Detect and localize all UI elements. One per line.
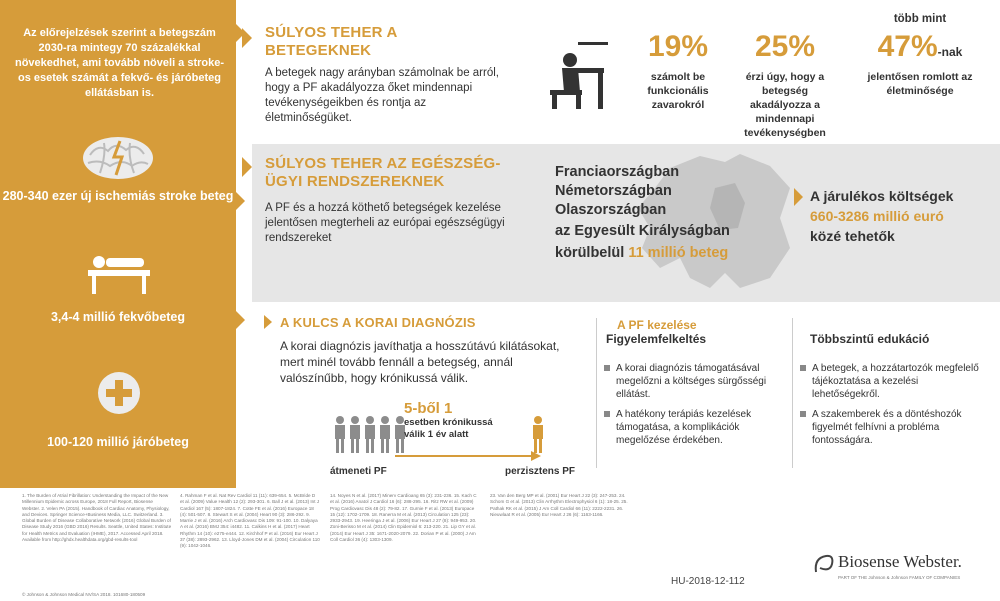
sidebar-intro: Az előrejelzések szerint a betegszám 2030-ra mintegy 70 százalékkal növekedhet, ami tovább növeli a stroke-os esetek számát a fekvő- és járóbeteg ellátásban is. (14, 27, 225, 99)
ratio-value: 5-ből 1 (404, 400, 453, 417)
brain-icon (80, 135, 156, 181)
person-at-desk-icon (548, 40, 616, 112)
stat-caption: jelentősen romlott az életminősége (867, 71, 973, 97)
stat-caption: számolt be funkcionális zavarokról (647, 71, 709, 111)
cost-value: 660-3286 millió euró (810, 208, 944, 224)
cost-suffix: közé tehetők (810, 228, 895, 244)
section4-title: A PF kezelése (617, 318, 697, 332)
references-col2: 4. Rahman F et al. Nat Rev Cardiol 11 (11): 639-654. 5. McBride D et al. (2009) Value Health 12 (2): 293-301. 6. Ball J et al. (2013) Int J Cardiol 167 (5): 1807-1824. 7. Cotte FE et al. (2016) Europace 18 (4): 501-507. 8. Stewart S et al. (2004) Heart 90 (3): 286-292. 9. Marrie J et al. (2016) Arch Cardiovasc Dis 109: 91-100. 10. Dalyaya A et al. (2016) BMJ 354: i4482. 11. Calkins H et al. (2017) Heart Rhythm 14 (10): e275-e444. 12. Kirchhof P et al. (2016) Eur Heart J 37 (38): 2893-2962. 13. Lloyd-Jones DM et al. (2004) Circulation 110 (9): 1042-1046. (180, 493, 320, 549)
section-marker (242, 157, 252, 177)
country: Franciaországban (555, 164, 680, 180)
references-col3: 14. Noyes N et al. (2017) Minerv Cardioang 65 (3): 231-236. 15. Kach C et al. (2016) Anatol J Cardiol 16 (6): 288-295. 16. Ritz RW et al. (2009) Prog Cardiovasc Dis 48 (2): 79-82. 17. Gurnie F et al. (2013) Europace 15 (12): 1702-1709. 18. Ranerra M et al. (2013) Circulation 125 (23): 2933-2943. 19. Heeringa J et al. (2006) Eur Heart J 27 (8): 949-953. 20. Zoni-Berisso M et al. (2014) Clin Epidemiol 6: 213-220. 21. Lip GY et al. (2014) Eur Heart J 35: 1671-2020-2079. 22. Dorian P et al. (2000) J Am Coll Cardiol 36 (4): 1303-1309. (330, 493, 477, 543)
section1-title: SÚLYOS TEHER A BETEGEKNEK (265, 24, 397, 59)
hospital-bed-icon (86, 250, 152, 298)
people-icons-gray (330, 415, 410, 455)
stat-caption: érzi úgy, hogy a betegség akadályozza a mindennapi tevékenységben (744, 71, 826, 139)
total-prefix: körülbelül (555, 245, 625, 261)
section-marker (242, 28, 252, 48)
stat-value: 47% (877, 30, 938, 63)
list-item: A szakemberek és a döntéshozók figyelmét felhívni a probléma fontosságára. (800, 408, 985, 447)
references-col1: 1. The Burden of Atrial Fibrillation: Understanding the Impact of the New Millennium Epidemic across Europe, 2018 Full Report, Biosense Webster. 2. Velen PA (2015). Handbook of Cardiac Anatomy, Physiology, and Devices. Springer Science+Business Media, LLC. Switzerland. 3. Global Burden of Disease Collaborative Network (2016) Global Burden of Disease Study 2016 (GBD 2016) Results. Seattle, United States: Institute for Health Metrics and Evaluation (IHME), 2017. Accessed April 2018. Available from http://ghdx.healthdata.org/gbd-results-tool (22, 493, 172, 543)
section5-title: Többszintű edukáció (810, 332, 930, 346)
cost-arrow (794, 188, 803, 206)
stat-prefix: több mint (893, 13, 947, 25)
section2-title: SÚLYOS TEHER AZ EGÉSZSÉG-ÜGYI RENDSZEREKNEK (265, 155, 501, 190)
country: Olaszországban (555, 202, 667, 218)
section3-title: A KULCS A KORAI DIAGNÓZIS (280, 315, 476, 330)
list-item: A hatékony terápiás kezelések támogatása, a komplikációk megelőzése érdekében. (604, 408, 784, 447)
divider (792, 318, 793, 468)
progression-arrow (395, 450, 543, 462)
cost-title: A járulékos költségek (810, 188, 954, 204)
inpatient-stat: 3,4-4 millió fekvőbeteg (50, 310, 186, 324)
section4-subtitle: Figyelemfelkeltés (606, 332, 707, 346)
stroke-stat: 280-340 ezer új ischemiás stroke beteg (2, 189, 234, 203)
stat-suffix: -nak (937, 45, 963, 59)
list-item: A korai diagnózis támogatásával megelőzni a költséges sürgősségi ellátást. (604, 362, 784, 401)
section1-body: A betegek nagy arányban számolnak be arról, hogy a PF akadályozza őket mindennapi tevékenységeikben és rontja az életminőségüket. (265, 67, 499, 124)
divider (596, 318, 597, 468)
references-side (0, 493, 12, 601)
section-marker (264, 315, 272, 329)
sidebar (0, 0, 236, 488)
country: Németországban (555, 183, 672, 199)
ratio-caption: esetben krónikussá válik 1 év alatt (404, 417, 493, 440)
outpatient-stat: 100-120 millió járóbeteg (47, 435, 189, 449)
stat-value: 25% (754, 30, 816, 63)
sidebar-arrow (236, 311, 245, 329)
copyright: © Johnson & Johnson Medical NV/SA 2018. 101680-180509 (22, 592, 146, 597)
label-left: átmeneti PF (330, 466, 387, 477)
section4-list (604, 362, 784, 454)
section3-body: A korai diagnózis javíthatja a hosszútávú kilátásokat, mert minél tovább fennáll a betegség, annál valószínűbb, hogy krónikussá válik. (280, 339, 560, 385)
total-value: 11 millió beteg (628, 245, 729, 261)
brand-logo-icon (812, 552, 836, 576)
references-col4: 23. Van den Berg MP et al. (2001) Eur Heart J 22 (3): 247-253. 24. Schom G et al. (2013) Clin Arrhythm Electrophysiol 6 (1): 18-25. 25. Pathak RK et al. (2015) J Am Coll Cardiol 66 (11): 2222-2231. 26. Nieuwlaat R et al. (2005) Eur Heart J 26 (6): 1163-1166. (490, 493, 628, 517)
country: az Egyesült Királyságban (555, 223, 730, 239)
plus-circle-icon (97, 371, 141, 415)
sidebar-arrow (236, 192, 245, 210)
brand-subtitle: PART OF THE Johnson & Johnson FAMILY OF COMPANIES (838, 575, 961, 580)
list-item: A betegek, a hozzátartozók megfelelő tájékoztatása a kezelési lehetőségekről. (800, 362, 985, 401)
section2-body: A PF és a hozzá köthető betegségek kezelése jelentősen megterheli az európai egészségügyi rendszereket (265, 202, 505, 244)
person-orange-icon (530, 415, 546, 455)
stat-value: 19% (647, 30, 709, 63)
document-code: HU-2018-12-112 (671, 576, 745, 587)
brand-name: Biosense Webster. (838, 552, 962, 571)
label-right: perzisztens PF (505, 466, 576, 477)
section5-list (800, 362, 985, 454)
